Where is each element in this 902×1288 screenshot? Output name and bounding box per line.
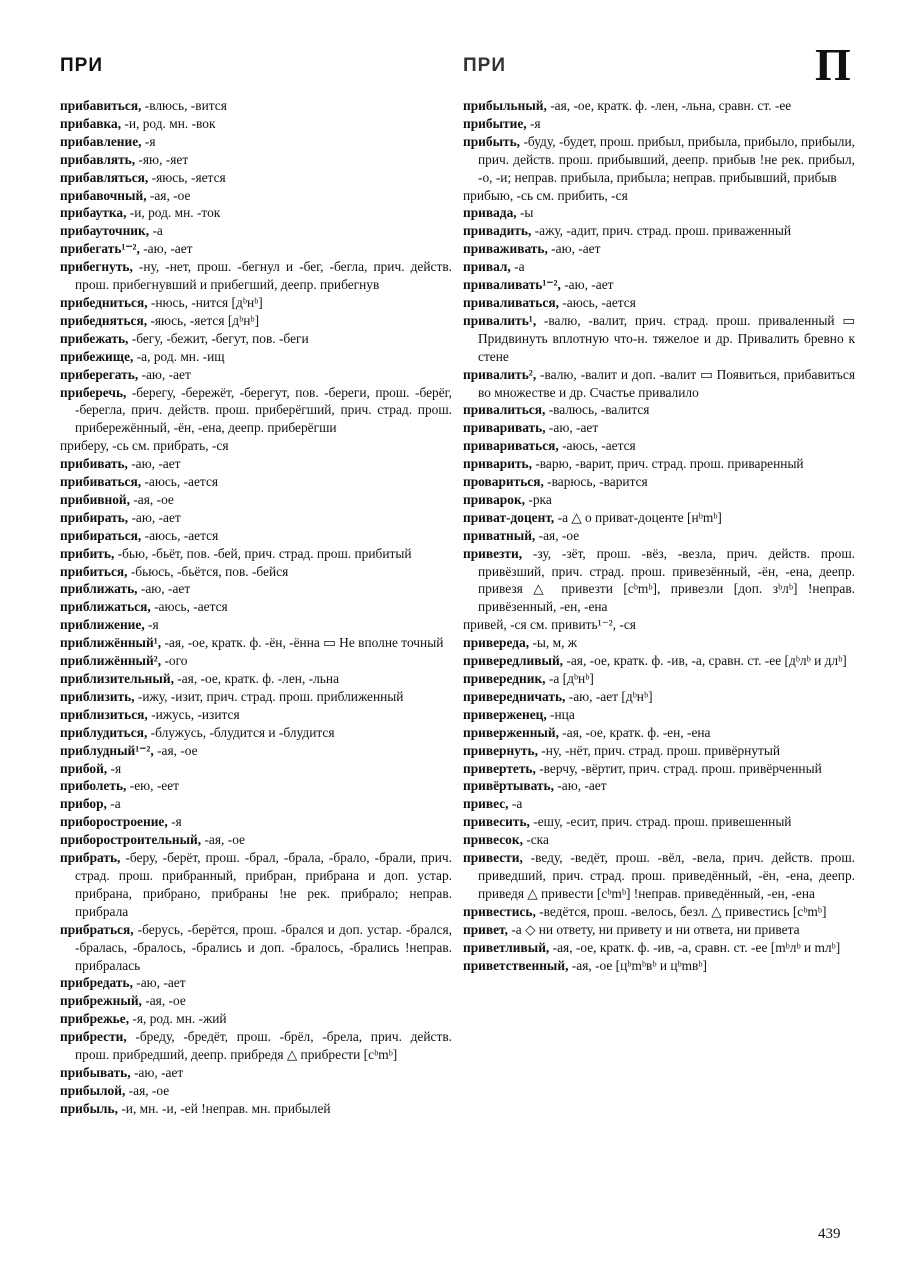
entry-headword: провариться, [463, 474, 544, 490]
entry-headword: прибредать, [60, 975, 133, 991]
entry-headword: приблизить, [60, 688, 135, 704]
dictionary-entry [60, 1010, 452, 1028]
entry-forms: -ею, -еет [126, 778, 180, 794]
entry-headword: прибегнуть, [60, 259, 133, 275]
entry-forms: -ая, -ое [цᵇmᵇвᵇ и цᵇmвᵇ] [568, 957, 707, 973]
entry-forms: -нюсь, -нится [дᵇнᵇ] [147, 294, 263, 310]
entry-forms: -а △ о приват-доценте [нᵇmᵇ] [554, 509, 722, 525]
dictionary-entry [60, 312, 452, 330]
entry-forms: -аю, -ает [дᵇнᵇ] [565, 688, 653, 704]
entry-forms: -рка [525, 491, 552, 507]
dictionary-entry [463, 473, 855, 491]
entry-forms: -я [167, 814, 182, 830]
dictionary-entry [463, 688, 855, 706]
dictionary-entry [463, 187, 855, 205]
dictionary-entry [463, 777, 855, 795]
entry-headword: привередничать, [463, 688, 566, 704]
entry-headword: прибиваться, [60, 474, 142, 490]
entry-headword: прибрежье, [60, 1011, 130, 1027]
entry-headword: привалиться, [463, 402, 546, 418]
left-column [60, 97, 452, 1118]
entry-forms: -и, род. мн. -вок [121, 115, 216, 131]
entry-forms: -аю, -ает [137, 581, 191, 597]
entry-forms: -ы [516, 205, 534, 221]
entry-forms: -ну, -нёт, прич. страд. прош. привёрнутый [537, 742, 781, 758]
entry-forms: -ая, -ое, кратк. ф. -лен, -льна [173, 671, 340, 686]
dictionary-entry [60, 974, 452, 992]
entry-forms: -бреду, -бредёт, прош. -брёл, -брела, прич. действ. прош. прибредший, деепр. прибредя △ прибрести [cᵇmᵇ] [75, 1029, 452, 1063]
dictionary-entry [463, 312, 855, 366]
entry-headword: прибаутка, [60, 205, 127, 221]
dictionary-entry [60, 169, 452, 187]
entry-forms: -и, род. мн. -ток [126, 205, 221, 221]
dictionary-entry [60, 204, 452, 222]
entry-forms: -я [526, 115, 541, 131]
running-head-middle: ПРИ [463, 55, 506, 76]
dictionary-entry [463, 706, 855, 724]
dictionary-entry [60, 437, 452, 455]
dictionary-entry [60, 688, 452, 706]
dictionary-entry [60, 580, 452, 598]
entry-headword: прибраться, [60, 921, 134, 937]
entry-headword: привесить, [463, 814, 530, 830]
entry-forms: -ижусь, -изится [147, 706, 240, 722]
dictionary-entry [60, 634, 452, 652]
dictionary-entry [463, 509, 855, 527]
entry-headword: приближённый¹, [60, 635, 162, 651]
entry-forms: -аю, -ает [128, 509, 181, 525]
entry-headword: приближение, [60, 617, 145, 633]
entry-forms: -ая, -ое [125, 1082, 170, 1098]
entry-forms: -аю, -ает [560, 277, 614, 293]
entry-headword: прибрести, [60, 1029, 127, 1045]
entry-forms: -аю, -ает [127, 456, 181, 472]
entry-forms: -буду, -будет, прош. прибыл, прибыла, прибыло, прибыли, прич. действ. прош. прибывший, деепр. прибыв !не рек. прибыл, -о, -и; неправ. прибыла, прибыла; неправ. прибывший, прибыв [478, 133, 855, 185]
entry-forms: -берусь, -берётся, прош. -брался и доп. устар. -брался, -бралась, -бралось, -брались и доп. -бралось, -брались !неправ. прибралась [75, 921, 452, 973]
entry-forms: -и, мн. -и, -ей !неправ. мн. прибылей [117, 1100, 331, 1116]
entry-forms: прибыю, -сь см. прибить, -ся [463, 187, 628, 203]
dictionary-entry [60, 473, 452, 491]
dictionary-entry [463, 795, 855, 813]
dictionary-entry [463, 527, 855, 545]
dictionary-entry [463, 813, 855, 831]
entry-headword: прибор, [60, 796, 107, 812]
dictionary-entry [463, 115, 855, 133]
entry-forms: -валю, -валит, прич. страд. прош. приваленный ▭ Придвинуть вплотную что-н. тяжелое и др. Привалить бревно к стене [478, 312, 855, 364]
entry-headword: прибытие, [463, 115, 527, 131]
entry-headword: прибавление, [60, 133, 142, 149]
entry-headword: привёртывать, [463, 778, 554, 794]
dictionary-entry [60, 133, 452, 151]
entry-headword: привалить², [463, 366, 537, 382]
dictionary-entry [60, 545, 452, 563]
entry-headword: приблудный¹⁻², [60, 742, 154, 758]
entry-headword: привереда, [463, 635, 530, 651]
entry-forms: -валюсь, -валится [545, 402, 650, 418]
dictionary-entry [60, 97, 452, 115]
entry-headword: приварить, [463, 456, 532, 472]
entry-headword: прибить, [60, 545, 115, 561]
entry-forms: -аюсь, -ается [141, 474, 219, 490]
entry-forms: -беру, -берёт, прош. -брал, -брала, -брало, -брали, прич. страд. прош. прибранный, прибран, прибрана и доп. устар. прибрана, прибрано, прибраны !не рек. прибрало; неправ. прибрала [75, 850, 452, 919]
entry-forms: -ая, -ое, кратк. ф. -ен, -ена [558, 724, 711, 740]
entry-headword: привариваться, [463, 438, 559, 454]
dictionary-entry [463, 240, 855, 258]
entry-headword: приблизительный, [60, 671, 174, 686]
entry-forms: -аюсь, -ается [150, 599, 228, 615]
entry-forms: -ижу, -изит, прич. страд. прош. приближенный [134, 688, 404, 704]
entry-headword: привадить, [463, 223, 532, 239]
entry-forms: -я [144, 617, 159, 633]
entry-forms: -ая, -ое [535, 527, 580, 543]
entry-headword: приборостроительный, [60, 832, 202, 848]
entry-forms: -ска [522, 832, 549, 848]
dictionary-entry [60, 527, 452, 545]
dictionary-entry [463, 939, 855, 957]
dictionary-entry [463, 222, 855, 240]
entry-forms: -зу, -зёт, прош. -вёз, -везла, прич. действ. прош. привёзший, прич. страд. прош. привезённый, -ён, -ена, деепр. привезя △ привезти [cᵇmᵇ], привезли [доп. зᵇлᵇ] !неправ. привёзенный, -ен, -ена [478, 545, 855, 615]
entry-forms: -а ◇ ни ответу, ни привету и ни ответа, ни привета [507, 921, 800, 937]
entry-headword: прибавляться, [60, 169, 149, 185]
entry-forms: -варюсь, -варится [543, 474, 648, 490]
dictionary-entry [60, 187, 452, 205]
entry-forms: -ая, -ое [130, 491, 174, 507]
dictionary-entry [463, 760, 855, 778]
dictionary-entry [60, 151, 452, 169]
entry-headword: приветственный, [463, 957, 569, 973]
entry-headword: привал, [463, 259, 511, 275]
dictionary-entry [463, 957, 855, 975]
entry-forms: -аю, -ает [130, 1064, 184, 1080]
entry-headword: приверженный, [463, 724, 559, 740]
entry-headword: прибавка, [60, 115, 122, 131]
entry-forms: -яюсь, -яется [дᵇнᵇ] [147, 312, 260, 328]
dictionary-entry [60, 1064, 452, 1082]
entry-forms: -влюсь, -вится [141, 98, 227, 113]
entry-forms: -а [510, 259, 525, 275]
entry-forms: -яюсь, -яется [148, 169, 226, 185]
entry-headword: приветливый, [463, 939, 550, 955]
entry-forms: -я [107, 760, 122, 776]
entry-headword: приблизиться, [60, 706, 148, 722]
entry-forms: -ая, -ое [141, 993, 186, 1009]
dictionary-entry [463, 204, 855, 222]
dictionary-entry [60, 760, 452, 778]
dictionary-entry [60, 240, 452, 258]
entry-forms: -а, род. мн. -ищ [133, 348, 225, 364]
dictionary-entry [463, 491, 855, 509]
entry-forms: -аю, -ает [138, 366, 191, 382]
entry-forms: -ая, -ое [153, 742, 198, 758]
entry-headword: прибиться, [60, 563, 128, 579]
dictionary-entry [463, 97, 855, 115]
entry-headword: приближаться, [60, 599, 151, 615]
entry-headword: приваливать¹⁻², [463, 277, 561, 293]
dictionary-entry [60, 992, 452, 1010]
entry-headword: прибыльный, [463, 98, 547, 113]
entry-headword: прибавлять, [60, 151, 136, 167]
entry-headword: привернуть, [463, 742, 538, 758]
dictionary-entry [60, 348, 452, 366]
page-number: 439 [818, 1226, 841, 1242]
entry-headword: прибедниться, [60, 294, 148, 310]
entry-headword: прибауточник, [60, 223, 150, 239]
entry-headword: приваривать, [463, 420, 546, 436]
entry-forms: -ая, -ое, кратк. ф. -ён, -ённа ▭ Не вполне точный [161, 635, 444, 651]
dictionary-entry [463, 455, 855, 473]
section-letter: П [815, 39, 851, 90]
dictionary-entry [60, 366, 452, 384]
dictionary-entry [463, 670, 855, 688]
entry-forms: -берегу, -бережёт, -берегут, пов. -береги, прош. -берёг, -берегла, прич. действ. прош. приберёгший, прич. страд. прош. прибережённый, -ён, -ена, деепр. приберёгши [75, 384, 452, 436]
entry-headword: привес, [463, 796, 509, 812]
entry-forms: -ажу, -адит, прич. страд. прош. приваженный [531, 223, 792, 239]
entry-forms: -ая, -ое [146, 187, 191, 203]
dictionary-entry [60, 1082, 452, 1100]
dictionary-entry [463, 831, 855, 849]
dictionary-entry [60, 616, 452, 634]
entry-headword: приваливаться, [463, 294, 559, 310]
entry-headword: прибежище, [60, 348, 134, 364]
dictionary-entry [463, 437, 855, 455]
dictionary-entry [60, 831, 452, 849]
dictionary-entry [463, 724, 855, 742]
entry-headword: привет, [463, 921, 508, 937]
dictionary-entry [463, 849, 855, 903]
entry-forms: -варю, -варит, прич. страд. прош. приваренный [531, 456, 804, 472]
dictionary-entry [60, 258, 452, 294]
entry-headword: привередливый, [463, 653, 564, 669]
entry-headword: привести, [463, 850, 523, 866]
entry-forms: -я [141, 133, 156, 149]
entry-forms: -аю, -ает [553, 778, 607, 794]
entry-headword: приборостроение, [60, 814, 168, 830]
entry-headword: прибыль, [60, 1100, 118, 1116]
entry-headword: прибылой, [60, 1082, 126, 1098]
dictionary-entry [60, 455, 452, 473]
entry-forms: -ы, м, ж [529, 635, 578, 651]
entry-headword: прибивать, [60, 456, 128, 472]
entry-forms: -яю, -яет [135, 151, 189, 167]
dictionary-entry [463, 419, 855, 437]
dictionary-entry [463, 742, 855, 760]
entry-forms: -а [149, 223, 163, 239]
dictionary-entry [463, 634, 855, 652]
entry-forms: -аюсь, -ается [558, 294, 636, 310]
dictionary-entry [60, 384, 452, 438]
dictionary-entry [60, 294, 452, 312]
entry-forms: -бьюсь, -бьётся, пов. -бейся [127, 563, 289, 579]
dictionary-entry [60, 222, 452, 240]
dictionary-entry [60, 115, 452, 133]
entry-headword: приверженец, [463, 706, 547, 722]
entry-forms: -ведётся, прош. -велось, безл. △ привестись [cᵇmᵇ] [535, 903, 827, 919]
entry-headword: прибавиться, [60, 98, 142, 113]
dictionary-entry [463, 401, 855, 419]
entry-headword: привестись, [463, 903, 536, 919]
entry-forms: -бью, -бьёт, пов. -бей, прич. страд. прош. прибитый [114, 545, 412, 561]
dictionary-entry [60, 1100, 452, 1118]
running-head-left: ПРИ [60, 55, 103, 76]
entry-headword: привередник, [463, 671, 546, 686]
dictionary-entry [463, 366, 855, 402]
entry-forms: -валю, -валит и доп. -валит ▭ Появиться, прибавиться во множестве и др. Счастье привалило [478, 366, 855, 400]
entry-forms: -нца [546, 706, 575, 722]
entry-forms: -я, род. мн. -жий [129, 1011, 227, 1027]
dictionary-entry [60, 509, 452, 527]
entry-headword: прибирать, [60, 509, 129, 525]
dictionary-entry [463, 294, 855, 312]
dictionary-entry [60, 706, 452, 724]
entry-forms: -блужусь, -блудится и -блудится [147, 724, 335, 740]
entry-forms: -аю, -ает [547, 241, 601, 257]
dictionary-entry [463, 133, 855, 187]
entry-headword: приварок, [463, 491, 526, 507]
entry-forms: -аю, -ает [545, 420, 599, 436]
entry-headword: приблудиться, [60, 724, 148, 740]
entry-forms: -а [дᵇнᵇ] [545, 671, 594, 686]
entry-forms: -ая, -ое, кратк. ф. -ив, -а, сравн. ст. -ее [mᵇлᵇ и mлᵇ] [549, 939, 841, 955]
entry-forms: -ого [161, 653, 188, 669]
entry-headword: прибывать, [60, 1064, 131, 1080]
entry-headword: привесок, [463, 832, 523, 848]
dictionary-entry [60, 742, 452, 760]
dictionary-entry [463, 258, 855, 276]
entry-headword: приберегать, [60, 366, 139, 382]
dictionary-entry [60, 777, 452, 795]
entry-forms: -аюсь, -ается [141, 527, 219, 543]
dictionary-entry [60, 813, 452, 831]
entry-forms: -а [508, 796, 523, 812]
dictionary-entry [60, 921, 452, 975]
entry-headword: прибрежный, [60, 993, 142, 1009]
entry-forms: -аю, -ает [139, 241, 193, 257]
dictionary-entry [60, 652, 452, 670]
dictionary-entry [60, 670, 452, 688]
dictionary-entry [60, 563, 452, 581]
entry-forms: -ая, -ое [201, 832, 245, 848]
entry-headword: прибрать, [60, 850, 121, 866]
entry-headword: прибивной, [60, 491, 130, 507]
dictionary-entry [60, 724, 452, 742]
entry-headword: привалить¹, [463, 312, 537, 328]
entry-forms: привей, -ся см. привить¹⁻², -ся [463, 617, 636, 633]
dictionary-entry [60, 1028, 452, 1064]
entry-headword: приберечь, [60, 384, 127, 400]
dictionary-entry [463, 545, 855, 617]
entry-headword: привада, [463, 205, 517, 221]
entry-headword: привезти, [463, 545, 523, 561]
entry-headword: приватный, [463, 527, 536, 543]
entry-forms: приберу, -сь см. прибрать, -ся [60, 438, 229, 454]
entry-headword: прибыть, [463, 133, 521, 149]
entry-headword: приближать, [60, 581, 138, 597]
dictionary-entry [463, 921, 855, 939]
entry-headword: прибедняться, [60, 312, 148, 328]
dictionary-entry [60, 491, 452, 509]
entry-forms: -а [106, 796, 121, 812]
entry-forms: -ну, -нет, прош. -бегнул и -бег, -бегла, прич. действ. прош. прибегнувший и прибегший, деепр. прибегнув [75, 259, 452, 293]
entry-headword: прибой, [60, 760, 108, 776]
dictionary-entry [463, 903, 855, 921]
dictionary-entry [463, 616, 855, 634]
entry-forms: -аюсь, -ается [558, 438, 636, 454]
entry-forms: -верчу, -вёртит, прич. страд. прош. привёрченный [535, 760, 822, 776]
dictionary-entry [60, 795, 452, 813]
entry-headword: приват-доцент, [463, 509, 555, 525]
entry-headword: приближённый², [60, 653, 162, 669]
entry-forms: -ая, -ое, кратк. ф. -ив, -а, сравн. ст. -ее [дᵇлᵇ и длᵇ] [563, 653, 847, 669]
entry-headword: прибежать, [60, 330, 129, 346]
entry-headword: прибавочный, [60, 187, 147, 203]
dictionary-entry [463, 652, 855, 670]
dictionary-entry [60, 330, 452, 348]
right-column [463, 97, 855, 974]
entry-forms: -ая, -ое, кратк. ф. -лен, -льна, сравн. ст. -ее [546, 98, 792, 113]
entry-headword: приболеть, [60, 778, 127, 794]
entry-headword: приваживать, [463, 241, 548, 257]
dictionary-entry [60, 598, 452, 616]
dictionary-entry [60, 849, 452, 921]
entry-forms: -ешу, -есит, прич. страд. прош. привешенный [529, 814, 792, 830]
entry-forms: -веду, -ведёт, прош. -вёл, -вела, прич. действ. прош. приведший, прич. страд. прош. приведённый, -ён, -ена, деепр. приведя △ привести [cᵇmᵇ] !неправ. приведённый, -ен, -ена [478, 850, 855, 901]
dictionary-entry [463, 276, 855, 294]
entry-headword: прибираться, [60, 527, 142, 543]
entry-headword: привертеть, [463, 760, 536, 776]
entry-forms: -аю, -ает [132, 975, 186, 991]
entry-headword: прибегать¹⁻², [60, 241, 140, 257]
entry-forms: -бегу, -бежит, -бегут, пов. -беги [128, 330, 309, 346]
